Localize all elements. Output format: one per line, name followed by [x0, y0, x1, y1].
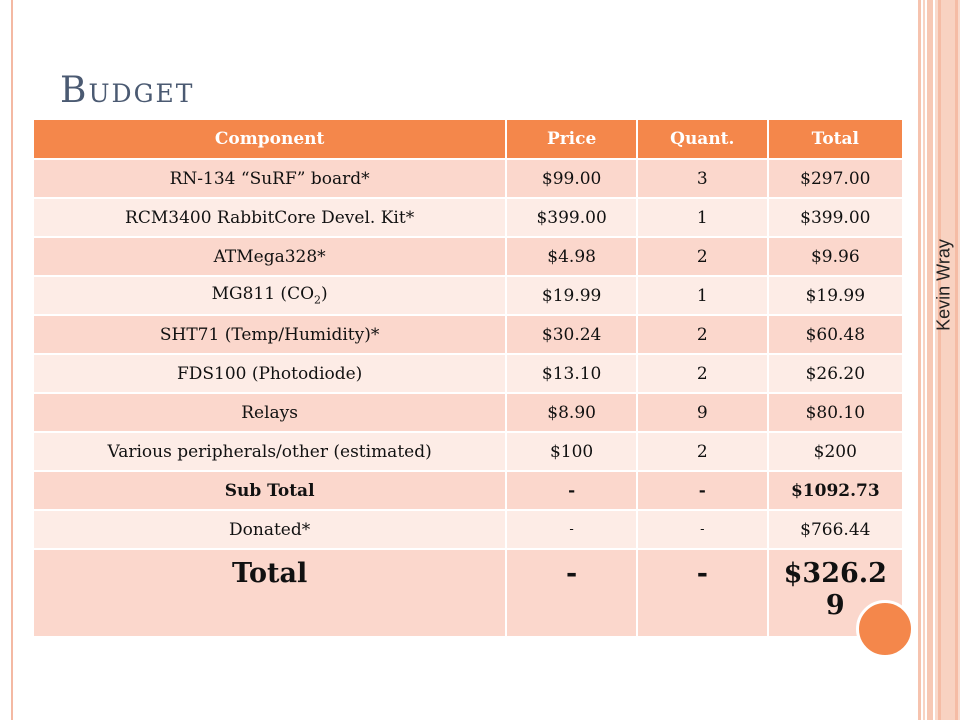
budget-table [32, 120, 904, 638]
cell-quantity: - [637, 549, 768, 637]
decor-stripe [923, 0, 925, 720]
donated-row [33, 510, 903, 549]
component-suffix: ) [321, 284, 328, 305]
table-row [33, 198, 903, 237]
cell-quantity: 1 [637, 198, 768, 237]
cell-price: - [506, 510, 637, 549]
table-row [33, 159, 903, 198]
left-border-line [11, 0, 13, 720]
cell-price: $8.90 [506, 393, 637, 432]
cell-component: Total [33, 549, 506, 637]
header-total: Total [768, 120, 903, 159]
component-subscript: 2 [314, 293, 322, 307]
cell-price: $100 [506, 432, 637, 471]
slide-title: Budget [60, 70, 195, 111]
cell-quantity: 1 [637, 276, 768, 315]
cell-price: $4.98 [506, 237, 637, 276]
cell-quantity: 9 [637, 393, 768, 432]
grand-total-row [33, 549, 903, 637]
cell-quantity: - [637, 510, 768, 549]
table-row [33, 393, 903, 432]
component-prefix: MG811 (CO [211, 284, 315, 305]
cell-component: FDS100 (Photodiode) [33, 354, 506, 393]
cell-total: $80.10 [768, 393, 903, 432]
decor-stripe [927, 0, 933, 720]
cell-component: Sub Total [33, 471, 506, 510]
cell-quantity: 3 [637, 159, 768, 198]
subtotal-row [33, 471, 903, 510]
cell-quantity: - [637, 471, 768, 510]
table-row [33, 315, 903, 354]
cell-component [33, 276, 506, 315]
header-component: Component [33, 120, 506, 159]
cell-price: $99.00 [506, 159, 637, 198]
cell-total: $297.00 [768, 159, 903, 198]
cell-total: $766.44 [768, 510, 903, 549]
cell-total: $19.99 [768, 276, 903, 315]
total-line-2: 9 [825, 590, 845, 621]
cell-total: $200 [768, 432, 903, 471]
cell-quantity: 2 [637, 432, 768, 471]
cell-total: $399.00 [768, 198, 903, 237]
cell-component: SHT71 (Temp/Humidity)* [33, 315, 506, 354]
cell-total: $60.48 [768, 315, 903, 354]
cell-quantity: 2 [637, 354, 768, 393]
table-row [33, 354, 903, 393]
cell-quantity: 2 [637, 237, 768, 276]
table-row [33, 237, 903, 276]
cell-component: Donated* [33, 510, 506, 549]
decor-stripe [918, 0, 921, 720]
cell-total: $26.20 [768, 354, 903, 393]
cell-component: Various peripherals/other (estimated) [33, 432, 506, 471]
header-price: Price [506, 120, 637, 159]
cell-component: RN-134 “SuRF” board* [33, 159, 506, 198]
decor-circle [856, 600, 914, 658]
cell-component: Relays [33, 393, 506, 432]
cell-price: $399.00 [506, 198, 637, 237]
cell-price: $30.24 [506, 315, 637, 354]
cell-price: $19.99 [506, 276, 637, 315]
header-quantity: Quant. [637, 120, 768, 159]
table-row [33, 276, 903, 315]
table-header-row [33, 120, 903, 159]
author-name: Kevin Wray [933, 239, 954, 331]
cell-total: $9.96 [768, 237, 903, 276]
cell-total: $1092.73 [768, 471, 903, 510]
cell-component: ATMega328* [33, 237, 506, 276]
table-row [33, 432, 903, 471]
decor-stripe [941, 0, 955, 720]
cell-price: $13.10 [506, 354, 637, 393]
cell-component: RCM3400 RabbitCore Devel. Kit* [33, 198, 506, 237]
cell-price: - [506, 549, 637, 637]
cell-price: - [506, 471, 637, 510]
total-line-1: $326.2 [783, 558, 887, 589]
cell-quantity: 2 [637, 315, 768, 354]
